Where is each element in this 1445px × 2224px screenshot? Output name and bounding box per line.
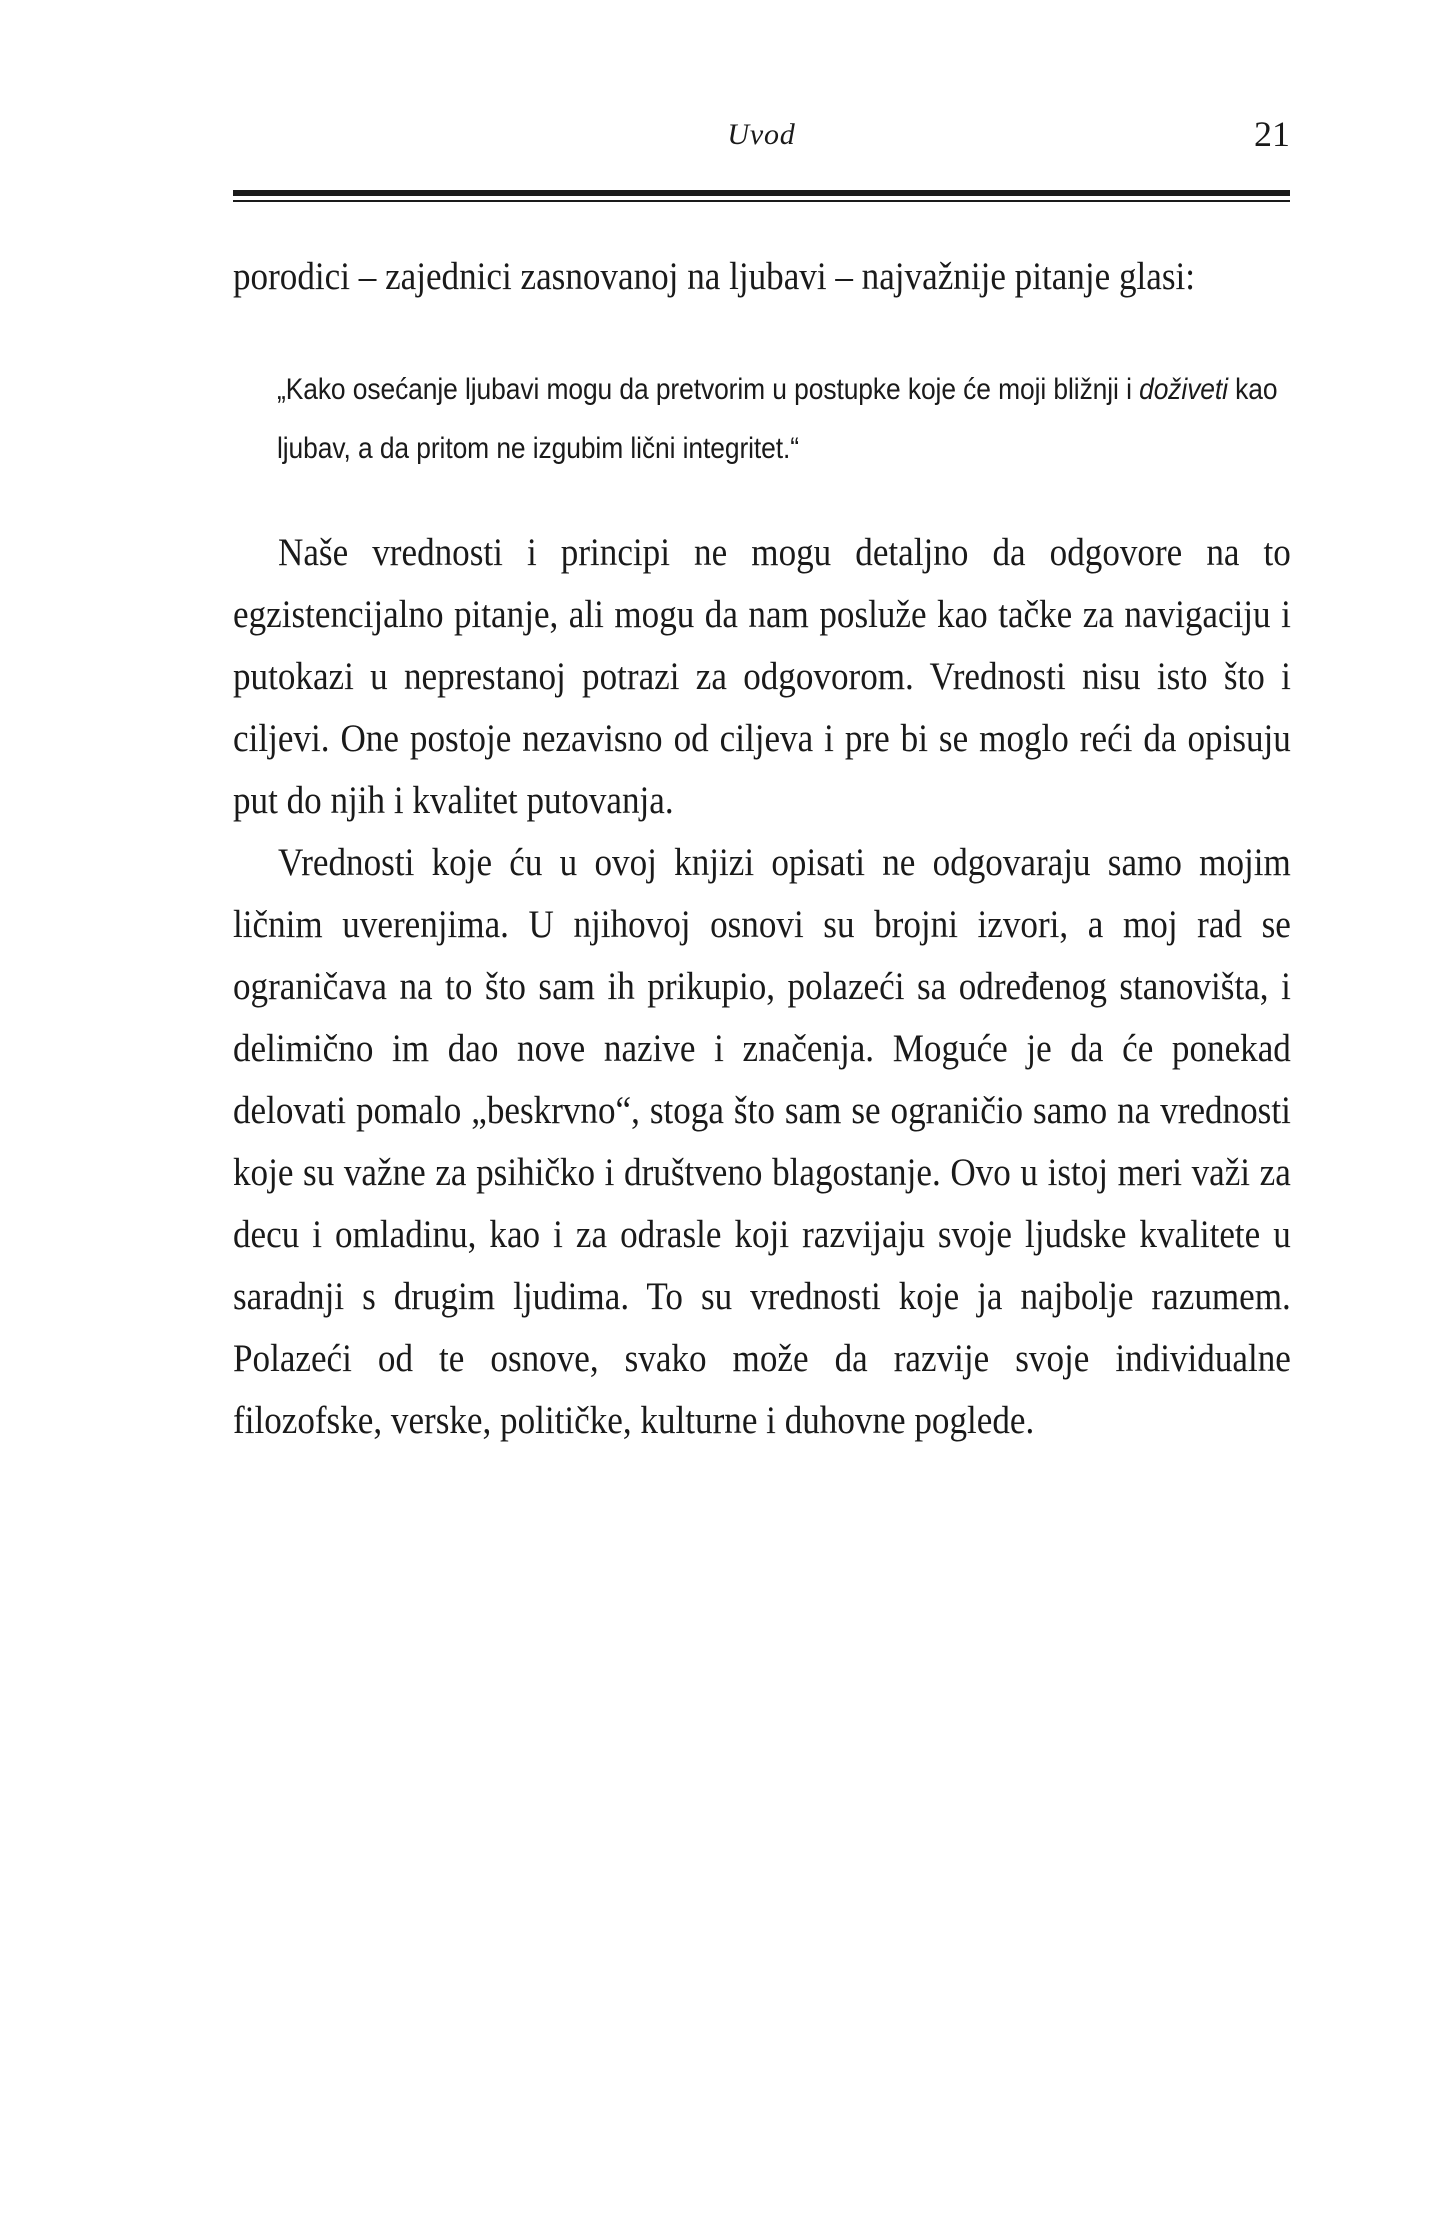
text-column [233,246,1290,1452]
paragraph-continuation: porodici – zajednici zasnovanoj na ljubavi – najvažnije pitanje glasi: [233,255,1196,298]
block-quote-lead: „Kako osećanje ljubavi mogu da pretvorim u postupke koje će moji bližnji i [277,373,1140,406]
block-quote-emphasis: doživeti [1139,373,1228,406]
header-double-rule [233,190,1290,202]
paragraph-values-sources: Vrednosti koje ću u ovoj knjizi opisati ne odgovaraju samo mojim ličnim uverenjima. U njihovoj osnovi su brojni izvori, a moj rad se ograničava na to što sam ih prikupio, polazeći sa određenog stanovišta, i delimično im dao nove nazive i značenja. Moguće je da će ponekad delovati pomalo „beskrvno“, stoga što sam se ograničio samo na vrednosti koje su važne za psihičko i društveno blagostanje. Ovo u istoj meri važi za decu i omladinu, kao i za odrasle koji razvijaju svoje ljudske kvalitete u saradnji s drugim ljudima. To su vrednosti koje ja najbolje razumem. Polazeći od te osnove, svako može da razvije svoje individualne filozofske, verske, političke, kulturne i duhovne poglede. [233,841,1291,1442]
running-head [233,114,1290,170]
page-number: 21 [1254,114,1290,154]
block-quote-text [277,360,1280,478]
block-quote [233,360,1290,478]
paragraph-values-principles: Naše vrednosti i principi ne mogu detaljno da odgovore na to egzistencijalno pitanje, ali mogu da nam posluže kao tačke za navigaciju i putokazi u neprestanoj potrazi za odgovorom. Vrednosti nisu isto što i ciljevi. One postoje nezavisno od ciljeva i pre bi se moglo reći da opisuju put do njih i kvalitet putovanja. [233,531,1291,822]
rule-thin-line [233,200,1290,202]
rule-thick-line [233,190,1290,196]
running-head-title: Uvod [727,118,796,151]
block-quote-tail: kao ljubav, a da pritom ne izgubim lični integritet.“ [277,373,1278,465]
